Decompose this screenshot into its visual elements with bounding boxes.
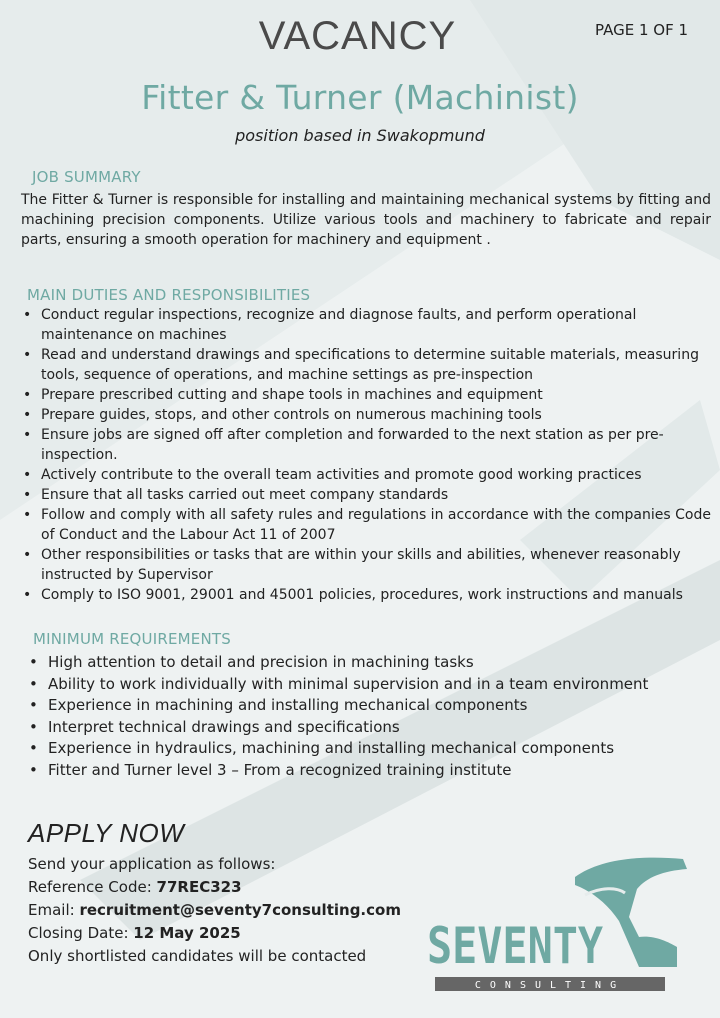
duties-heading: MAIN DUTIES AND RESPONSIBILITIES <box>27 286 311 304</box>
job-summary-text: The Fitter & Turner is responsible for installing and maintaining mechanical systems by fitting and machining precision components. Utilize various tools and machinery to fabricate and repair parts, ensuring a smooth operation for machinery and equipment . <box>21 192 711 248</box>
svg-text:CONSULTING: CONSULTING <box>474 980 626 991</box>
requirements-list <box>29 652 709 781</box>
duties-list <box>22 305 712 605</box>
apply-intro: Send your application as follows: <box>28 855 276 873</box>
list-item: • Read and understand drawings and specifications to determine suitable materials, measuring tools, sequence of operations, and machine settings as pre-inspection <box>22 345 712 385</box>
apply-details <box>28 853 448 968</box>
list-item: • Prepare guides, stops, and other controls on numerous machining tools <box>22 405 712 425</box>
email-label: Email: <box>28 901 80 919</box>
list-item: • Fitter and Turner level 3 – From a recognized training institute <box>29 760 709 782</box>
closing-date-value: 12 May 2025 <box>133 924 241 942</box>
job-summary-heading: JOB SUMMARY <box>32 168 141 186</box>
list-item: • Follow and comply with all safety rules and regulations in accordance with the companies Code of Conduct and the Labour Act 11 of 2007 <box>22 505 712 545</box>
list-item: • Other responsibilities or tasks that are within your skills and abilities, whenever reasonably instructed by Supervisor <box>22 545 712 585</box>
list-item: • Prepare prescribed cutting and shape tools in machines and equipment <box>22 385 712 405</box>
page-indicator: PAGE 1 OF 1 <box>595 21 689 39</box>
shortlist-note: Only shortlisted candidates will be contacted <box>28 947 367 965</box>
job-title: Fitter & Turner (Machinist) <box>141 78 579 117</box>
svg-text:SEVENTY: SEVENTY <box>427 917 603 975</box>
list-item: • Interpret technical drawings and specifications <box>29 717 709 739</box>
company-logo <box>425 855 695 1005</box>
list-item: • Actively contribute to the overall team activities and promote good working practices <box>22 465 712 485</box>
job-location: position based in Swakopmund <box>235 126 485 145</box>
email-link[interactable]: recruitment@seventy7consulting.com <box>79 901 401 919</box>
reference-code-label: Reference Code: <box>28 878 157 896</box>
list-item: • High attention to detail and precision in machining tasks <box>29 652 709 674</box>
list-item: • Experience in hydraulics, machining and installing mechanical components <box>29 738 709 760</box>
page-title: VACANCY <box>258 14 457 58</box>
requirements-heading: MINIMUM REQUIREMENTS <box>33 630 231 648</box>
closing-date-line <box>28 922 448 945</box>
closing-date-label: Closing Date: <box>28 924 134 942</box>
list-item: • Conduct regular inspections, recognize and diagnose faults, and perform operational maintenance on machines <box>22 305 712 345</box>
email-line <box>28 899 448 922</box>
list-item: • Experience in machining and installing mechanical components <box>29 695 709 717</box>
list-item: • Ability to work individually with minimal supervision and in a team environment <box>29 674 709 696</box>
list-item: • Ensure jobs are signed off after completion and forwarded to the next station as per pre-inspection. <box>22 425 712 465</box>
apply-heading: APPLY NOW <box>28 818 185 848</box>
list-item: • Ensure that all tasks carried out meet company standards <box>22 485 712 505</box>
reference-code-value: 77REC323 <box>156 878 242 896</box>
list-item: • Comply to ISO 9001, 29001 and 45001 policies, procedures, work instructions and manuals <box>22 585 712 605</box>
reference-code-line <box>28 876 448 899</box>
